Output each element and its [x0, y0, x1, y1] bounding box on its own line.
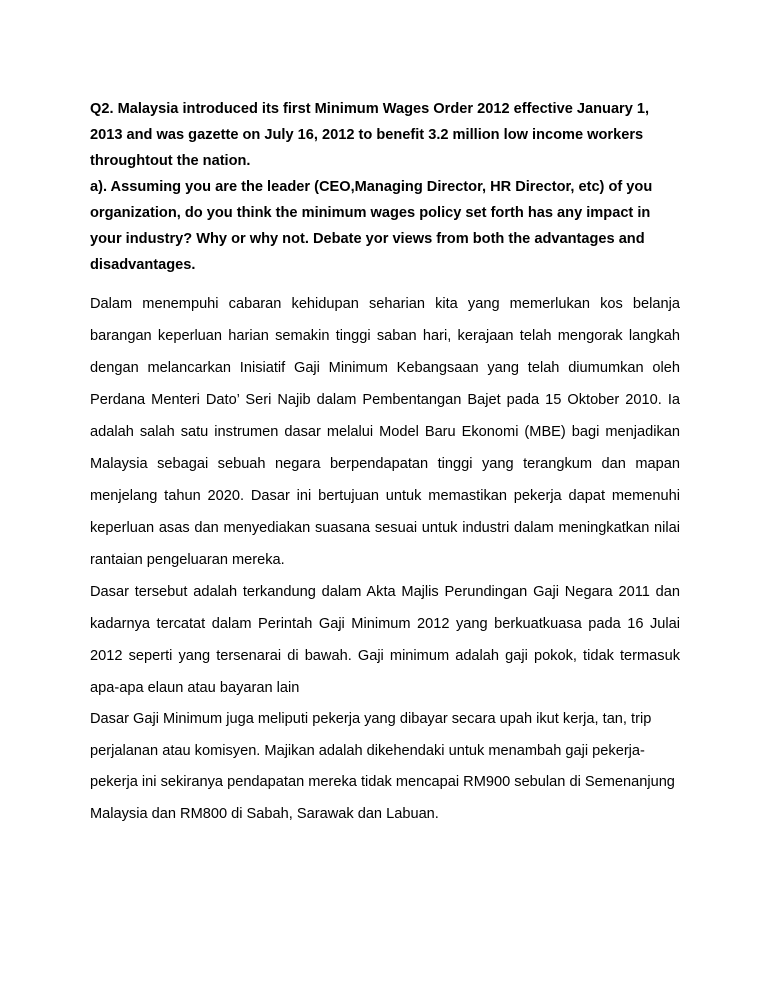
answer-paragraph: Dasar Gaji Minimum juga meliputi pekerja yang dibayar secara upah ikut kerja, tan, trip perjalanan atau komisyen. Majikan adalah dikehendaki untuk menambah gaji pekerja-pekerja ini sekiranya pendapatan mereka tidak mencapai RM900 sebulan di Semenanjung Malaysia dan RM800 di Sabah, Sarawak dan Labuan. [90, 711, 675, 822]
answer-block [90, 288, 680, 830]
answer-paragraph: Dalam menempuhi cabaran kehidupan seharian kita yang memerlukan kos belanja barangan keperluan harian semakin tinggi saban hari, kerajaan telah mengorak langkah dengan melancarkan Inisiatif Gaji Minimum Kebangsaan yang telah diumumkan oleh Perdana Menteri Dato’ Seri Najib dalam Pembentangan Bajet pada 15 Oktober 2010. Ia adalah salah satu instrumen dasar melalui Model Baru Ekonomi (MBE) bagi menjadikan Malaysia sebagai sebuah negara berpendapatan tinggi yang terangkum dan mapan menjelang tahun 2020. Dasar ini bertujuan untuk memastikan pekerja dapat memenuhi keperluan asas dan menyediakan suasana sesuai untuk industri dalam meningkatkan nilai rantaian pengeluaran mereka. [90, 296, 680, 568]
question-part-a: a). Assuming you are the leader (CEO,Managing Director, HR Director, etc) of you organization, do you think the minimum wages policy set forth has any impact in your industry? Why or why not. Debate yor views from both the advantages and disadvantages. [90, 179, 653, 273]
answer-paragraph: Dasar tersebut adalah terkandung dalam Akta Majlis Perundingan Gaji Negara 2011 dan kadarnya tercatat dalam Perintah Gaji Minimum 2012 yang berkuatkuasa pada 16 Julai 2012 seperti yang tersenarai di bawah. Gaji minimum adalah gaji pokok, tidak termasuk apa-apa elaun atau bayaran lain [90, 584, 680, 696]
document-page [90, 96, 680, 830]
question-block [90, 96, 680, 278]
question-q2: Q2. Malaysia introduced its first Minimum Wages Order 2012 effective January 1, 2013 and was gazette on July 16, 2012 to benefit 3.2 million low income workers throughtout the nation. [90, 101, 650, 169]
